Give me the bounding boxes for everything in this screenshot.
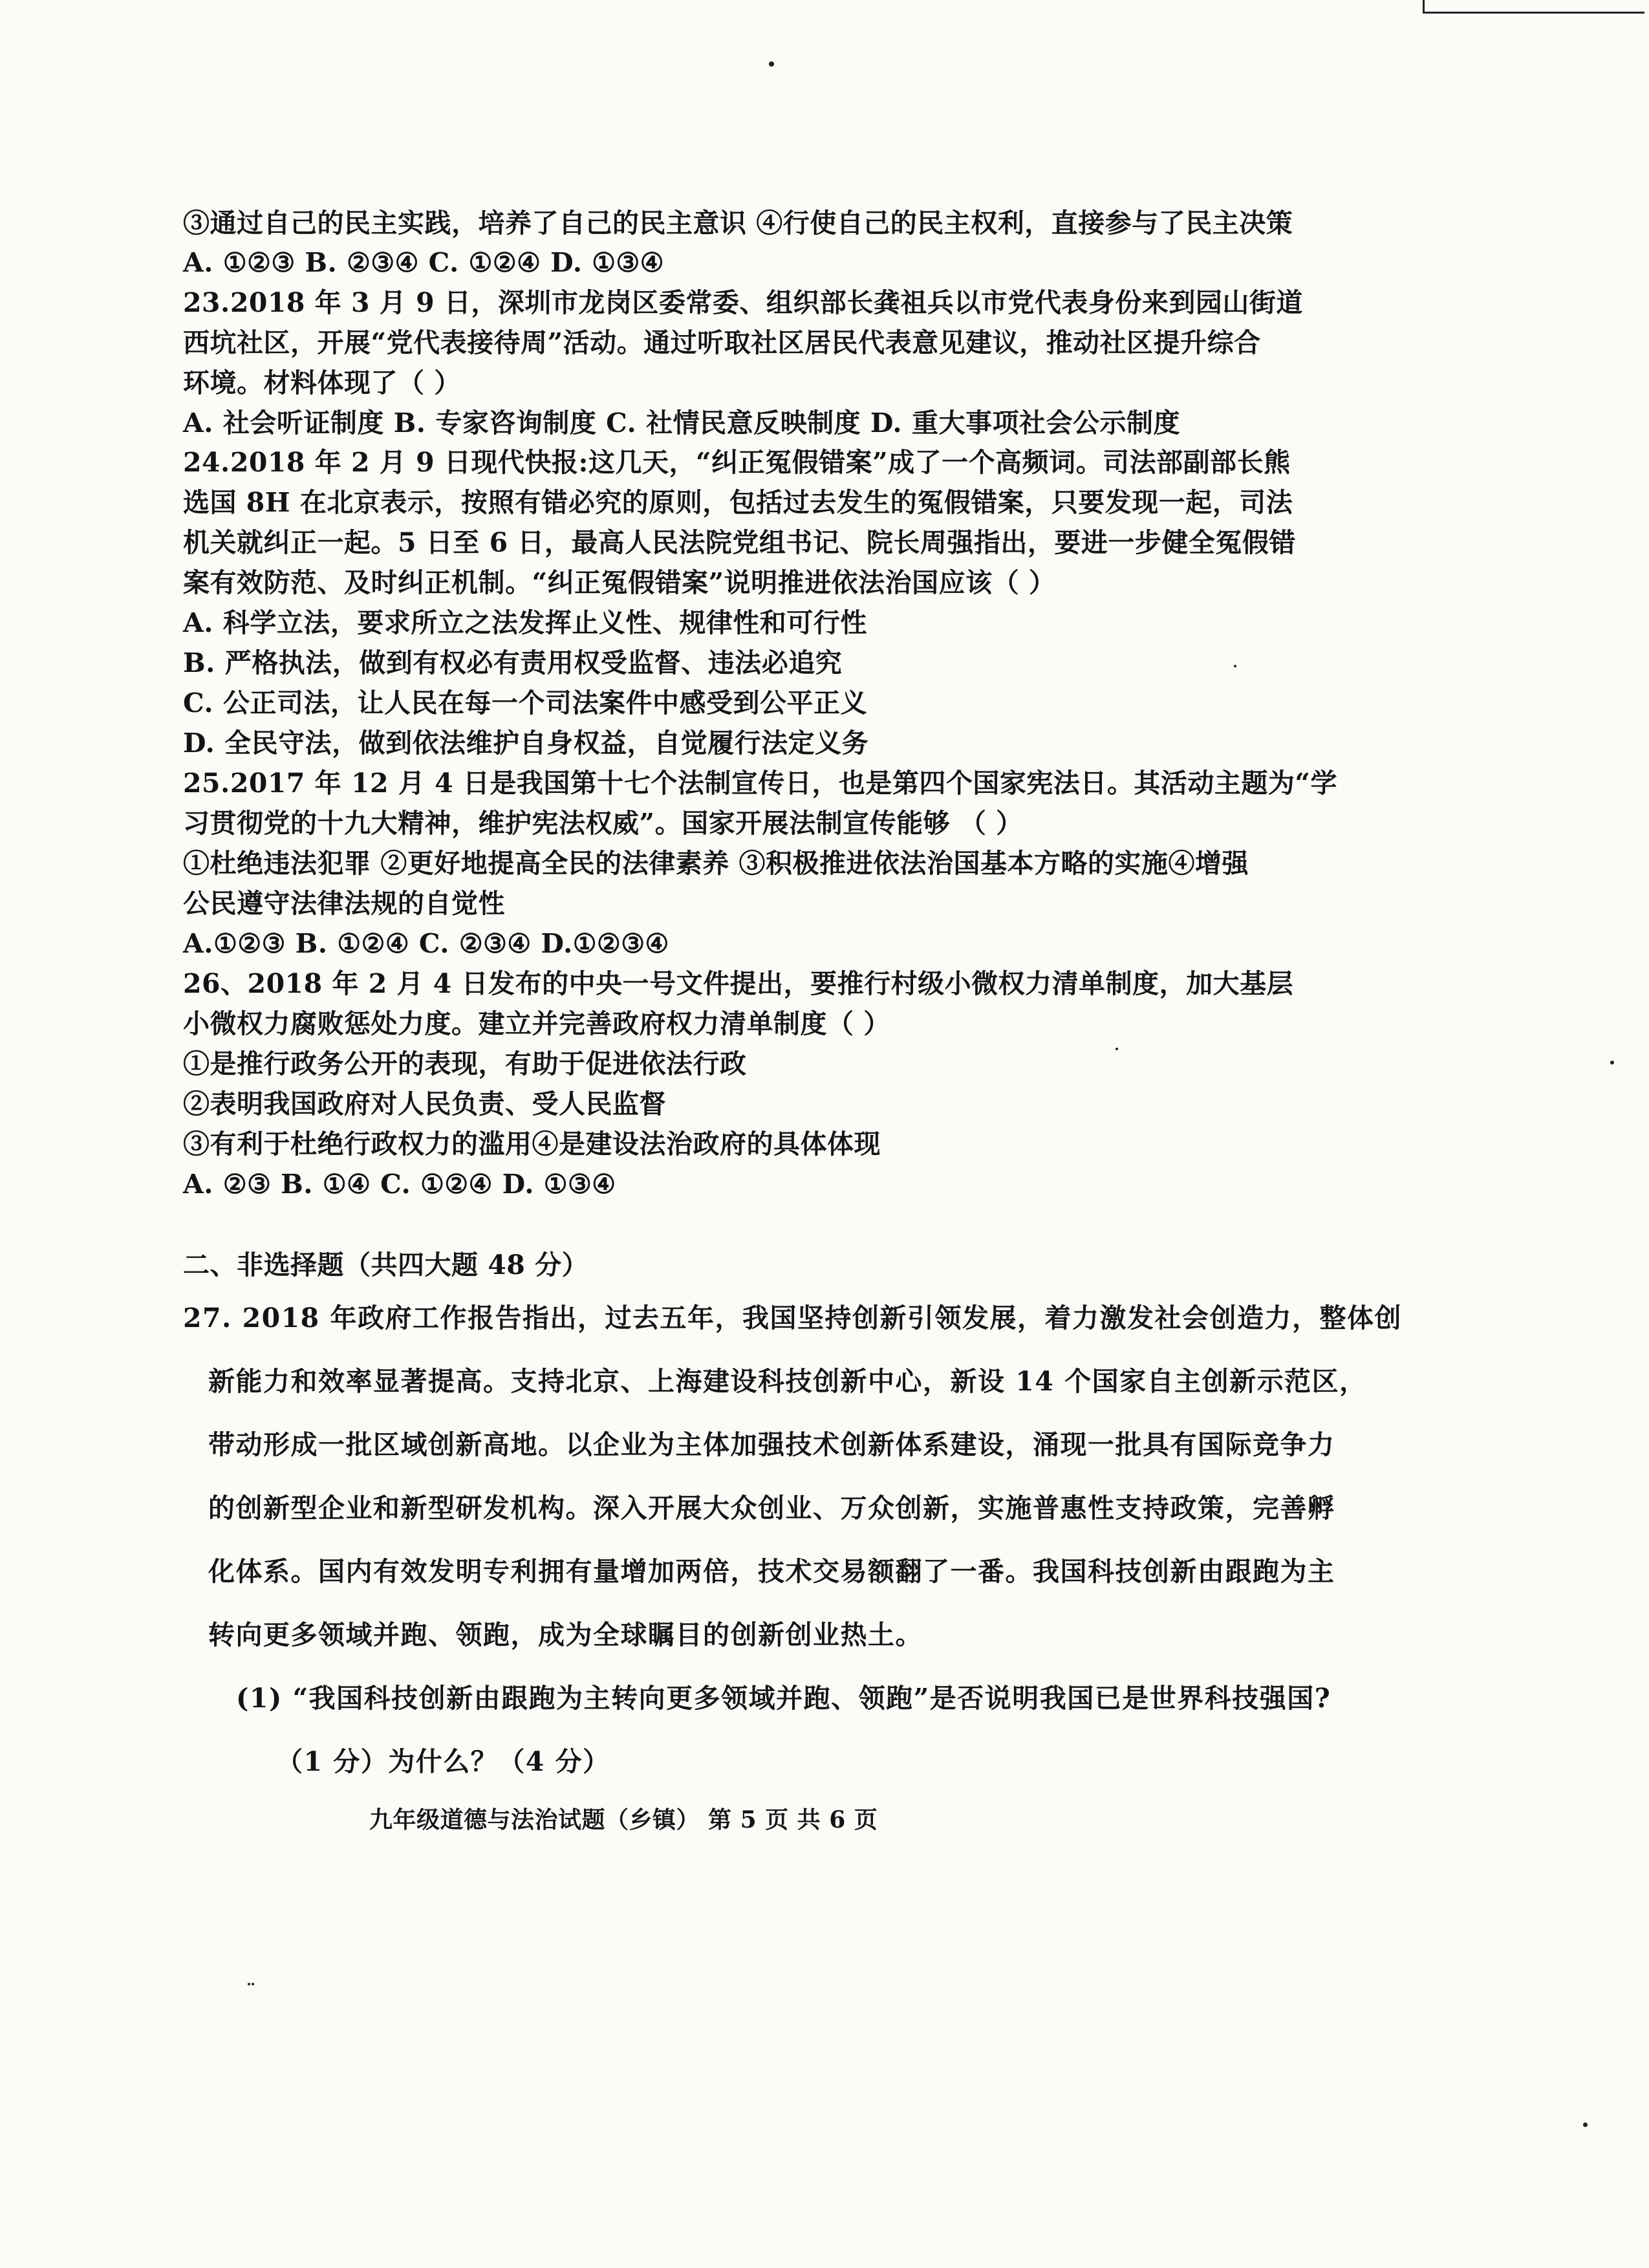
line-q24-option-b: B. 严格执法，做到有权必有责用权受监督、违法必追究 bbox=[183, 647, 843, 678]
line-q26-5: ③有利于杜绝行政权力的滥用④是建设法治政府的具体体现 bbox=[183, 1129, 881, 1160]
line-q26-options: A. ②③ B. ①④ C. ①②④ D. ①③④ bbox=[183, 1169, 616, 1200]
line-q23-options: A. 社会听证制度 B. 专家咨询制度 C. 社情民意反映制度 D. 重大事项社会公示制度 bbox=[183, 407, 1180, 438]
line-q23-1: 23.2018 年 3 月 9 日，深圳市龙岗区委常委、组织部长龚祖兵以市党代表身份来到园山街道 bbox=[183, 287, 1303, 318]
line-q24-option-c: C. 公正司法，让人民在每一个司法案件中感受到公平正义 bbox=[183, 687, 867, 718]
scan-mark-right-lower bbox=[1583, 2122, 1588, 2127]
scan-mark-mid-right bbox=[1234, 665, 1236, 667]
scan-mark-right-q26 bbox=[1116, 1048, 1118, 1050]
line-q27-subquestion-score: （1 分）为什么？（4 分） bbox=[276, 1746, 610, 1777]
page-footer: 九年级道德与法治试题（乡镇） 第 5 页 共 6 页 bbox=[369, 1806, 878, 1833]
line-q25-2: 习贯彻党的十九大精神，维护宪法权威”。国家开展法制宣传能够 （ ） bbox=[183, 808, 1023, 839]
line-q24-1: 24.2018 年 2 月 9 日现代快报:这几天，“纠正冤假错案”成了一个高频词。司法部副部长熊 bbox=[183, 447, 1291, 478]
line-q27-1: 27. 2018 年政府工作报告指出，过去五年，我国坚持创新引领发展，着力激发社会创造力，整体创 bbox=[183, 1302, 1402, 1334]
line-q27-3: 带动形成一批区域创新高地。以企业为主体加强技术创新体系建设，涌现一批具有国际竞争力 bbox=[208, 1429, 1335, 1460]
scan-mark-left-lower bbox=[248, 1983, 250, 1985]
line-q26-3: ①是推行政务公开的表现，有助于促进依法行政 bbox=[183, 1048, 747, 1079]
scan-dot-top bbox=[769, 61, 774, 67]
line-q24-4: 案有效防范、及时纠正机制。“纠正冤假错案”说明推进依法治国应该（ ） bbox=[183, 567, 1056, 598]
line-q27-4: 的创新型企业和新型研发机构。深入开展大众创业、万众创新，实施普惠性支持政策，完善孵 bbox=[208, 1493, 1335, 1524]
line-q27-subquestion-1: (1) “我国科技创新由跟跑为主转向更多领域并跑、领跑”是否说明我国已是世界科技强国? bbox=[236, 1683, 1331, 1714]
scan-mark-edge-right bbox=[1610, 1061, 1614, 1064]
line-q24-3: 机关就纠正一起。5 日至 6 日，最高人民法院党组书记、院长周强指出，要进一步健全冤假错 bbox=[183, 527, 1296, 558]
section-title: 二、非选择题（共四大题 48 分） bbox=[183, 1249, 589, 1280]
line-q27-6: 转向更多领域并跑、领跑，成为全球瞩目的创新创业热土。 bbox=[208, 1619, 923, 1650]
line-q22-options: A. ①②③ B. ②③④ C. ①②④ D. ①③④ bbox=[183, 247, 665, 278]
scan-mark-left-lower-2 bbox=[252, 1983, 254, 1985]
line-q27-2: 新能力和效率显著提高。支持北京、上海建设科技创新中心，新设 14 个国家自主创新示范区， bbox=[208, 1366, 1367, 1397]
line-q25-1: 25.2017 年 12 月 4 日是我国第十七个法制宣传日，也是第四个国家宪法日。其活动主题为“学 bbox=[183, 768, 1337, 799]
line-q24-2: 选国 8H 在北京表示，按照有错必究的原则，包括过去发生的冤假错案，只要发现一起，司法 bbox=[183, 487, 1293, 518]
line-q23-2: 西坑社区，开展“党代表接待周”活动。通过听取社区居民代表意见建议，推动社区提升综合 bbox=[183, 327, 1261, 358]
line-q22-option-text: ③通过自己的民主实践，培养了自己的民主意识 ④行使自己的民主权利，直接参与了民主决策 bbox=[183, 208, 1293, 239]
line-q25-3: ①杜绝违法犯罪 ②更好地提高全民的法律素养 ③积极推进依法治国基本方略的实施④增强 bbox=[183, 848, 1249, 879]
line-q26-2: 小微权力腐败惩处力度。建立并完善政府权力清单制度（ ） bbox=[183, 1008, 890, 1039]
line-q24-option-a: A. 科学立法，要求所立之法发挥止义性、规律性和可行性 bbox=[183, 607, 867, 638]
top-right-corner-mark bbox=[1423, 0, 1644, 14]
line-q23-3: 环境。材料体现了（ ） bbox=[183, 367, 461, 398]
line-q25-4: 公民遵守法律法规的自觉性 bbox=[183, 888, 505, 919]
line-q26-4: ②表明我国政府对人民负责、受人民监督 bbox=[183, 1088, 666, 1119]
line-q27-5: 化体系。国内有效发明专利拥有量增加两倍，技术交易额翻了一番。我国科技创新由跟跑为主 bbox=[208, 1556, 1335, 1587]
line-q24-option-d: D. 全民守法，做到依法维护自身权益，自觉履行法定义务 bbox=[183, 728, 869, 759]
line-q26-1: 26、2018 年 2 月 4 日发布的中央一号文件提出，要推行村级小微权力清单制度，加大基层 bbox=[183, 968, 1294, 999]
line-q25-options: A.①②③ B. ①②④ C. ②③④ D.①②③④ bbox=[183, 928, 669, 959]
